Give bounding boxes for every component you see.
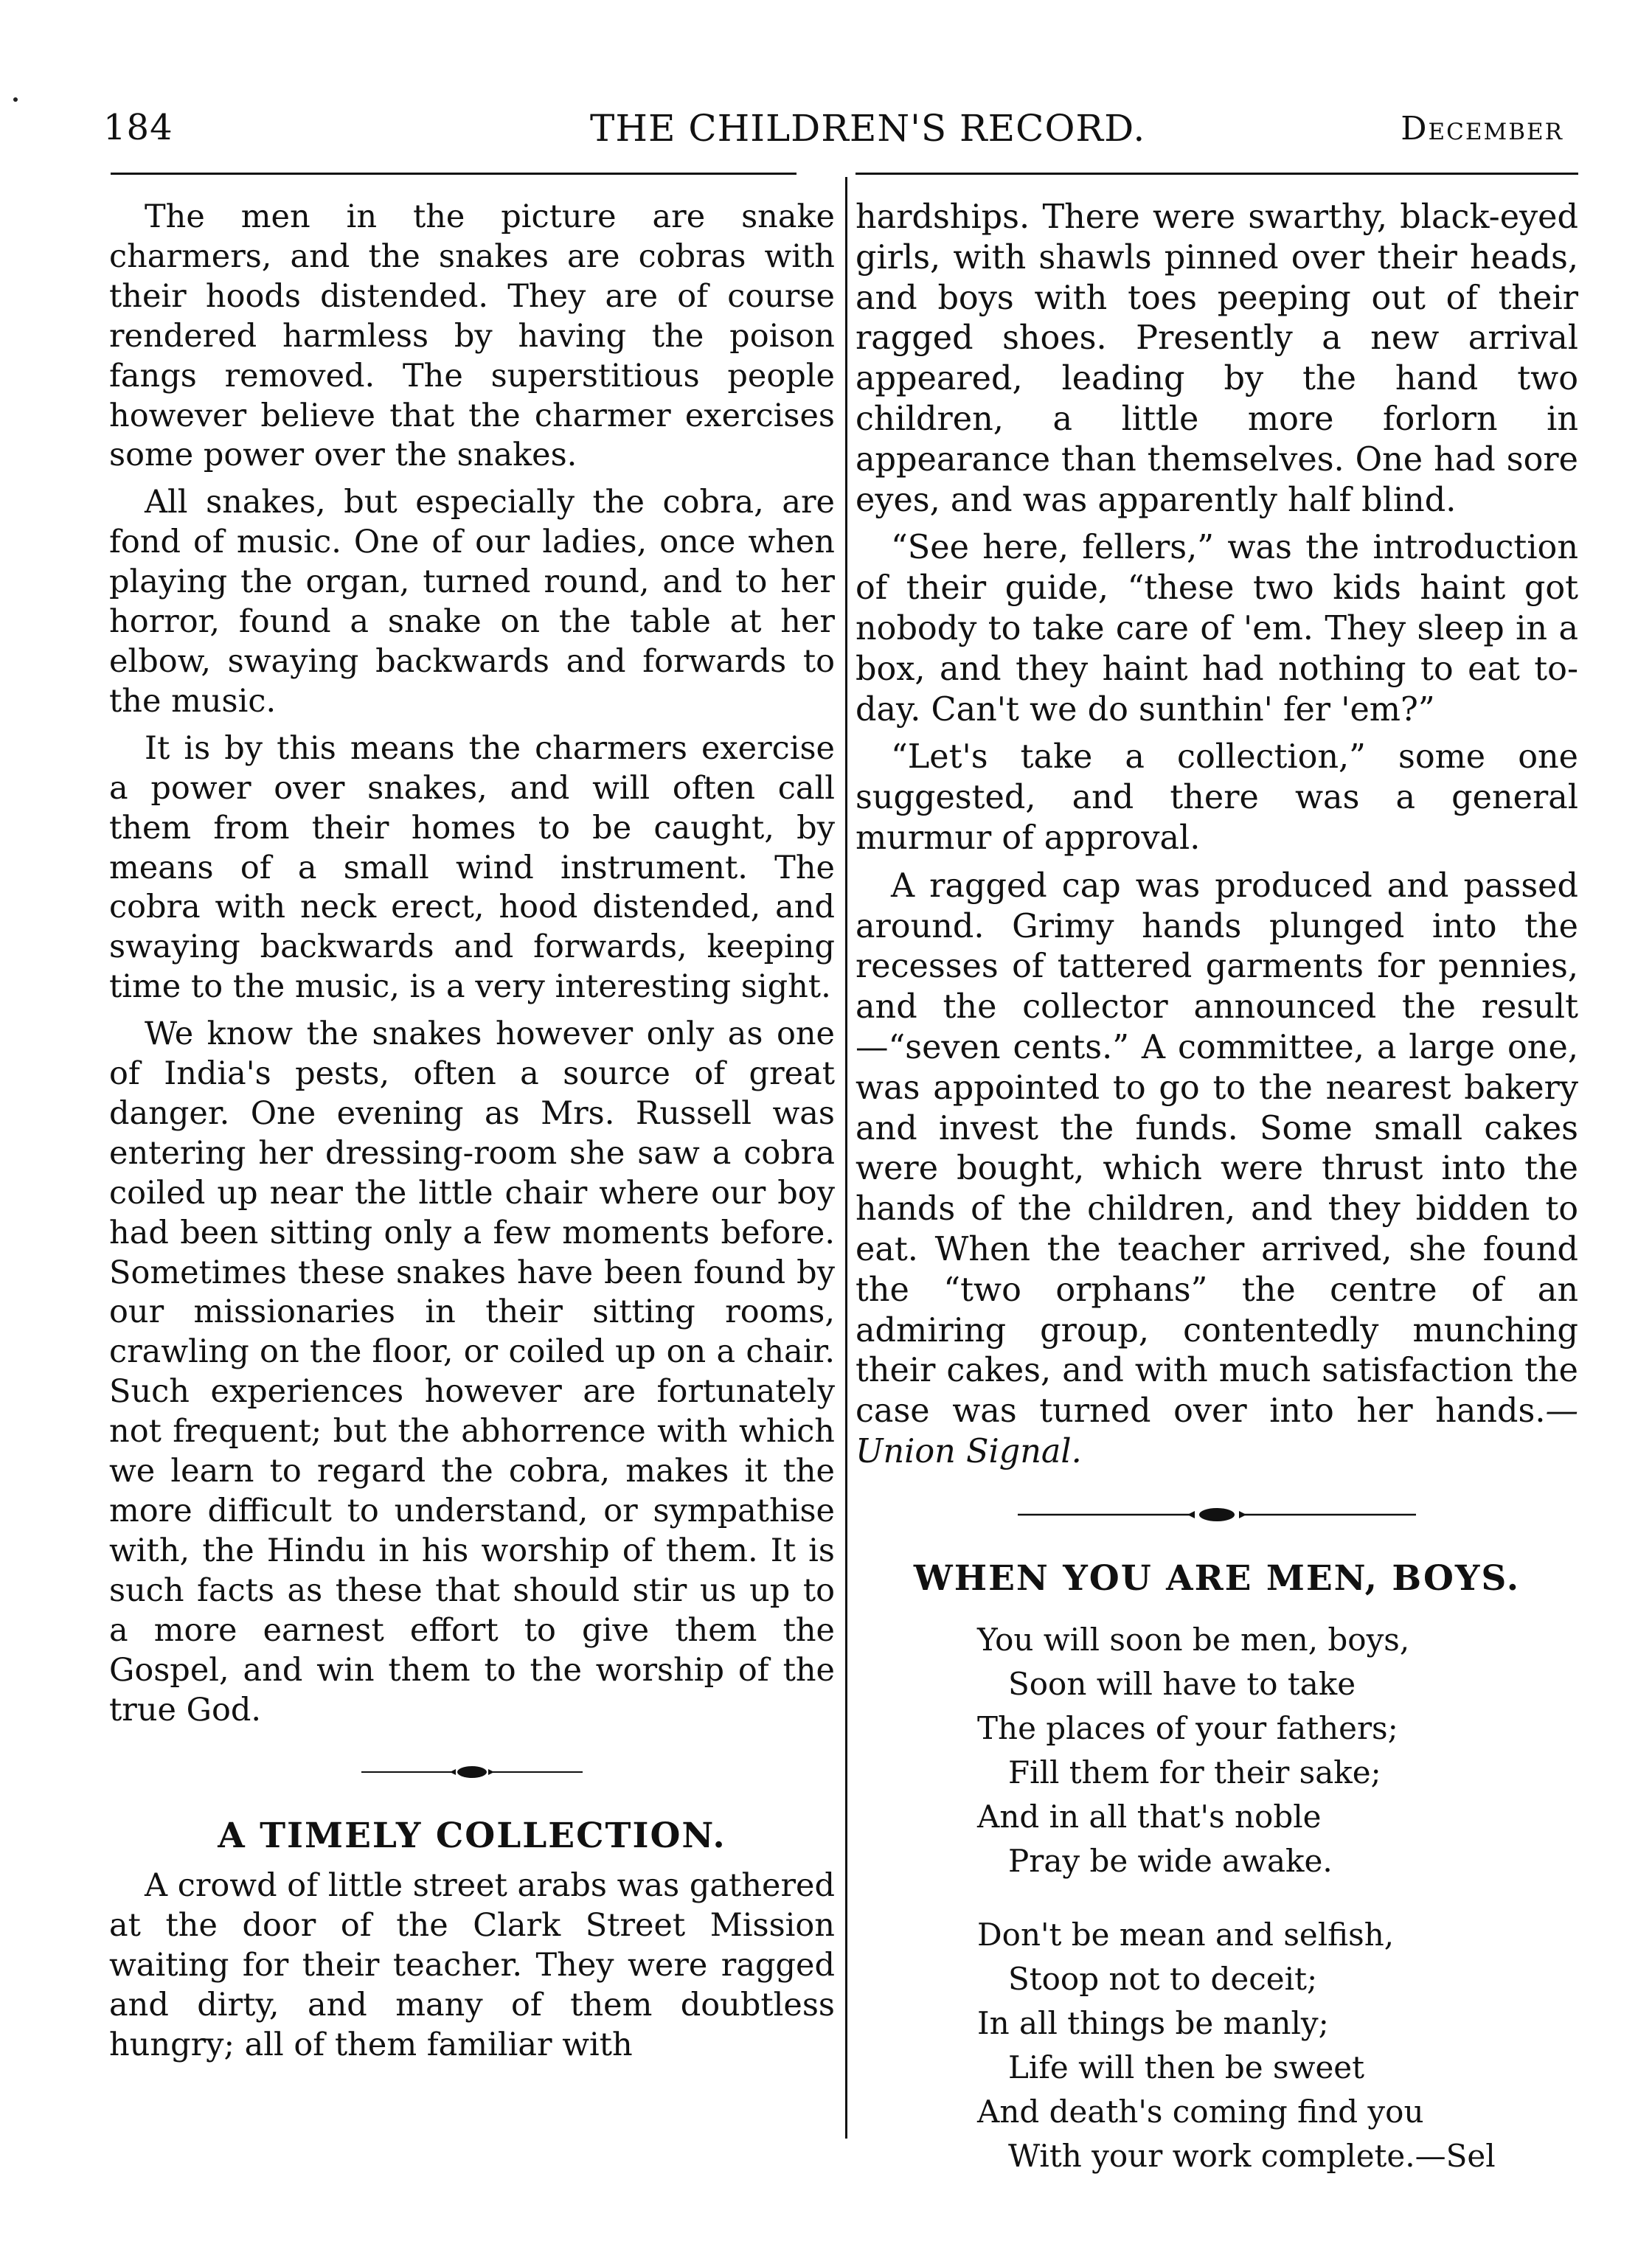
journal-title: THE CHILDREN'S RECORD.	[590, 107, 1146, 150]
page-number: 184	[103, 107, 173, 148]
ornament-divider-icon	[1018, 1504, 1416, 1526]
right-column	[856, 198, 1578, 2208]
poem-line: Fill them for their sake;	[1008, 1754, 1381, 1790]
poem	[977, 1618, 1578, 2178]
poem-line: Soon will have to take	[1008, 1665, 1356, 1702]
poem-stanza	[977, 1618, 1578, 1883]
poem-line: And death's coming find you	[977, 2093, 1424, 2130]
source-credit: —Union Signal.	[856, 1392, 1578, 1470]
poem-line: And in all that's noble	[977, 1798, 1322, 1835]
article-paragraph: A crowd of little street arabs was gathered at the door of the Clark Street Mission waiting for their teacher. They were ragged and dirty, and many of them doubtless hungry; all of them familiar with	[109, 1867, 835, 2064]
poem-stanza	[977, 1913, 1578, 2178]
poem-line: With your work complete.—Sel	[1008, 2137, 1496, 2174]
article-paragraph: We know the snakes however only as one of India's pests, often a source of great danger. One evening as Mrs. Russell was entering her dressing-room she saw a cobra coiled up near the little chair where our boy had been sitting only a few moments before. Sometimes these snakes have been found by our missionaries in their sitting rooms, crawling on the floor, or coiled up on a chair. Such experiences however are fortunately not frequent; but the abhorrence with which we learn to regard the cobra, makes it the more difficult to understand, or sympathise with, the Hindu in his worship of them. It is such facts as these that should stir us up to a more earnest effort to give them the Gospel, and win them to the worship of the true God.	[109, 1015, 835, 1729]
issue-month: December	[1401, 110, 1564, 147]
poem-line: Stoop not to deceit;	[1008, 1960, 1318, 1997]
poem-line: You will soon be men, boys,	[977, 1621, 1410, 1658]
column-divider	[845, 177, 847, 2139]
header-rule-left	[111, 173, 796, 175]
header-rule-right	[856, 173, 1578, 175]
article-paragraph: It is by this means the charmers exercise a power over snakes, and will often call them from their homes to be caught, by means of a small wind instrument. The cobra with neck erect, hood distended, and swaying backwards and forwards, keeping time to the music, is a very interesting sight.	[109, 729, 835, 1006]
poem-line: The places of your fathers;	[977, 1709, 1398, 1746]
ink-speck	[13, 97, 18, 102]
ornament-divider-icon	[361, 1761, 583, 1783]
poem-line: Don't be mean and selfish,	[977, 1916, 1395, 1953]
poem-line: Life will then be sweet	[1008, 2049, 1365, 2085]
article-paragraph: “Let's take a collection,” some one suggested, and there was a general murmur of approval.	[856, 738, 1578, 857]
article-paragraph-text: A ragged cap was produced and passed around. Grimy hands plunged into the recesses of tattered garments for pennies, and the collector announced the result—“seven cents.” A committee, a large one, was appointed to go to the nearest bakery and invest the funds. Some small cakes were bought, which were thrust into the hands of the children, and they bidden to eat. When the teacher arrived, she found the “two orphans” the centre of an admiring group, contentedly munching their cakes, and with much satisfaction the case was turned over into her hands.	[856, 866, 1578, 1431]
section-ornament	[109, 1761, 835, 1783]
article-paragraph: The men in the picture are snake charmers, and the snakes are cobras with their hoods distended. They are of course rendered harmless by having the poison fangs removed. The superstitious people however believe that the charmer exercises some power over the snakes.	[109, 198, 835, 474]
article-paragraph: hardships. There were swarthy, black-eyed girls, with shawls pinned over their heads, and boys with toes peeping out of their ragged shoes. Presently a new arrival appeared, leading by the hand two children, a little more forlorn in appearance than themselves. One had sore eyes, and was apparently half blind.	[856, 198, 1578, 519]
section-ornament	[856, 1504, 1578, 1526]
article-paragraph: “See here, fellers,” was the introduction of their guide, “these two kids haint got nobody to take care of 'em. They sleep in a box, and they haint had nothing to eat to-day. Can't we do sunthin' fer 'em?”	[856, 529, 1578, 729]
article-paragraph	[856, 866, 1578, 1473]
section-title: A TIMELY COLLECTION.	[218, 1816, 726, 1857]
poem-line: Pray be wide awake.	[1008, 1842, 1333, 1879]
poem-line: In all things be manly;	[977, 2004, 1329, 2041]
article-paragraph: All snakes, but especially the cobra, are fond of music. One of our ladies, once when playing the organ, turned round, and to her horror, found a snake on the table at her elbow, swaying backwards and forwards to the music.	[109, 484, 835, 720]
left-column	[109, 198, 835, 2073]
page-header	[103, 107, 1564, 166]
poem-title: WHEN YOU ARE MEN, BOYS.	[913, 1557, 1521, 1599]
